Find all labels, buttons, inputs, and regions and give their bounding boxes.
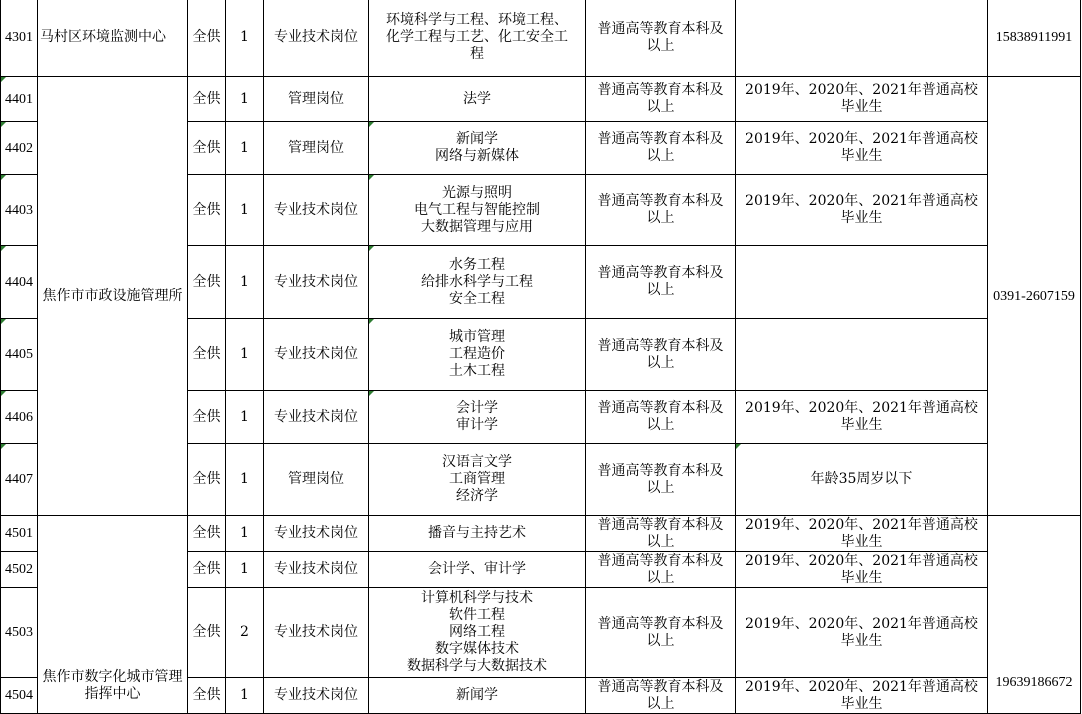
education-line: 普通高等教育本科及 bbox=[597, 265, 724, 281]
majors bbox=[369, 588, 586, 678]
major-line: 给排水科学与工程 bbox=[421, 273, 533, 290]
education bbox=[586, 122, 736, 175]
other-requirements bbox=[736, 391, 988, 444]
major-line: 环境科学与工程、环境工程、 bbox=[386, 12, 568, 28]
contact-phone: 15838911991 bbox=[988, 0, 1081, 77]
funding-type: 全供 bbox=[188, 552, 226, 588]
hire-count: 1 bbox=[226, 319, 264, 391]
position-code: 4301 bbox=[1, 0, 38, 77]
major-line: 网络与新媒体 bbox=[435, 148, 519, 164]
requirement-line: 2019年、2020年、2021年普通高校 bbox=[745, 131, 978, 147]
hire-count: 1 bbox=[226, 246, 264, 319]
requirement-line: 2019年、2020年、2021年普通高校 bbox=[745, 678, 978, 695]
education-line: 以上 bbox=[646, 695, 675, 712]
education bbox=[586, 678, 736, 714]
education-line: 以上 bbox=[646, 37, 675, 54]
education-line: 普通高等教育本科及 bbox=[597, 516, 724, 533]
hire-count: 1 bbox=[226, 122, 264, 175]
majors bbox=[369, 391, 586, 444]
other-requirements bbox=[736, 516, 988, 552]
majors bbox=[369, 516, 586, 552]
other-requirements bbox=[736, 77, 988, 122]
education-line: 普通高等教育本科及 bbox=[597, 337, 724, 354]
position-code: 4504 bbox=[1, 678, 38, 714]
major-line: 程 bbox=[470, 46, 484, 62]
major-line: 新闻学 bbox=[456, 687, 498, 703]
position-code: 4407 bbox=[1, 444, 38, 516]
education-line: 普通高等教育本科及 bbox=[597, 678, 724, 695]
major-line: 化学工程与工艺、化工安全工 bbox=[386, 29, 568, 45]
table-row bbox=[1, 77, 1081, 122]
education bbox=[586, 516, 736, 552]
hire-count: 1 bbox=[226, 391, 264, 444]
requirement-line: 2019年、2020年、2021年普通高校 bbox=[745, 615, 978, 632]
requirement-line: 毕业生 bbox=[840, 533, 883, 550]
education-line: 普通高等教育本科及 bbox=[597, 400, 724, 416]
major-line: 光源与照明 bbox=[442, 184, 512, 201]
unit-name: 马村区环境监测中心 bbox=[38, 0, 188, 77]
requirement-line: 2019年、2020年、2021年普通高校 bbox=[745, 516, 978, 533]
major-line: 电气工程与智能控制 bbox=[414, 201, 540, 218]
post-type: 专业技术岗位 bbox=[264, 391, 369, 444]
funding-type: 全供 bbox=[188, 391, 226, 444]
post-type: 专业技术岗位 bbox=[264, 678, 369, 714]
majors bbox=[369, 552, 586, 588]
funding-type: 全供 bbox=[188, 77, 226, 122]
position-code: 4501 bbox=[1, 516, 38, 552]
major-line: 法学 bbox=[463, 90, 491, 107]
major-line: 审计学 bbox=[456, 417, 498, 433]
major-line: 播音与主持艺术 bbox=[428, 525, 526, 541]
education-line: 以上 bbox=[646, 479, 675, 496]
position-code: 4405 bbox=[1, 319, 38, 391]
major-line: 城市管理 bbox=[449, 329, 505, 345]
post-type: 专业技术岗位 bbox=[264, 175, 369, 246]
major-line: 会计学 bbox=[456, 400, 498, 416]
majors bbox=[369, 0, 586, 77]
requirement-line: 2019年、2020年、2021年普通高校 bbox=[745, 82, 978, 98]
major-line: 汉语言文学 bbox=[442, 454, 512, 470]
other-requirements bbox=[736, 552, 988, 588]
table-row bbox=[1, 516, 1081, 552]
other-requirements bbox=[736, 678, 988, 714]
major-line: 工商管理 bbox=[449, 471, 505, 487]
post-type: 专业技术岗位 bbox=[264, 588, 369, 678]
post-type: 专业技术岗位 bbox=[264, 516, 369, 552]
major-line: 数字媒体技术 bbox=[435, 641, 519, 657]
funding-type: 全供 bbox=[188, 0, 226, 77]
position-code: 4402 bbox=[1, 122, 38, 175]
education bbox=[586, 77, 736, 122]
majors bbox=[369, 77, 586, 122]
education bbox=[586, 0, 736, 77]
education-line: 以上 bbox=[646, 282, 675, 298]
other-requirements bbox=[736, 444, 988, 516]
other-requirements bbox=[736, 319, 988, 391]
requirement-line: 毕业生 bbox=[840, 210, 883, 226]
education bbox=[586, 319, 736, 391]
position-code: 4406 bbox=[1, 391, 38, 444]
post-type: 管理岗位 bbox=[264, 122, 369, 175]
education-line: 以上 bbox=[646, 99, 675, 115]
hire-count: 1 bbox=[226, 0, 264, 77]
position-code: 4503 bbox=[1, 588, 38, 678]
education-line: 普通高等教育本科及 bbox=[597, 20, 724, 37]
major-line: 会计学、审计学 bbox=[428, 561, 526, 577]
education-line: 以上 bbox=[646, 632, 675, 649]
education-line: 以上 bbox=[646, 533, 675, 550]
position-code: 4401 bbox=[1, 77, 38, 122]
hire-count: 1 bbox=[226, 552, 264, 588]
post-type: 管理岗位 bbox=[264, 77, 369, 122]
majors bbox=[369, 319, 586, 391]
major-line: 数据科学与大数据技术 bbox=[407, 658, 547, 674]
funding-type: 全供 bbox=[188, 678, 226, 714]
post-type: 专业技术岗位 bbox=[264, 552, 369, 588]
other-requirements bbox=[736, 588, 988, 678]
requirement-line: 年龄35周岁以下 bbox=[810, 471, 913, 487]
hire-count: 1 bbox=[226, 516, 264, 552]
majors bbox=[369, 246, 586, 319]
education-line: 普通高等教育本科及 bbox=[597, 193, 724, 209]
funding-type: 全供 bbox=[188, 175, 226, 246]
requirement-line: 毕业生 bbox=[840, 99, 883, 115]
education-line: 以上 bbox=[646, 417, 675, 433]
education bbox=[586, 444, 736, 516]
major-line: 水务工程 bbox=[449, 256, 505, 273]
requirement-line: 2019年、2020年、2021年普通高校 bbox=[745, 552, 978, 569]
requirement-line: 毕业生 bbox=[840, 632, 883, 649]
education bbox=[586, 391, 736, 444]
education-line: 普通高等教育本科及 bbox=[597, 552, 724, 569]
majors bbox=[369, 175, 586, 246]
major-line: 新闻学 bbox=[456, 131, 498, 147]
position-code: 4502 bbox=[1, 552, 38, 588]
post-type: 专业技术岗位 bbox=[264, 246, 369, 319]
majors bbox=[369, 444, 586, 516]
major-line: 工程造价 bbox=[449, 346, 505, 362]
education-line: 普通高等教育本科及 bbox=[597, 462, 724, 479]
hire-count: 1 bbox=[226, 77, 264, 122]
other-requirements bbox=[736, 246, 988, 319]
major-line: 安全工程 bbox=[449, 290, 505, 307]
major-line: 网络工程 bbox=[449, 624, 505, 640]
contact-phone: 19639186672 bbox=[988, 516, 1081, 714]
education bbox=[586, 246, 736, 319]
majors bbox=[369, 678, 586, 714]
position-code: 4404 bbox=[1, 246, 38, 319]
requirement-line: 2019年、2020年、2021年普通高校 bbox=[745, 400, 978, 416]
funding-type: 全供 bbox=[188, 319, 226, 391]
hire-count: 1 bbox=[226, 175, 264, 246]
table-row bbox=[1, 0, 1081, 77]
post-type: 管理岗位 bbox=[264, 444, 369, 516]
major-line: 土木工程 bbox=[449, 363, 505, 379]
major-line: 软件工程 bbox=[449, 607, 505, 623]
funding-type: 全供 bbox=[188, 122, 226, 175]
unit-name: 焦作市市政设施管理所 bbox=[38, 77, 188, 516]
post-type: 专业技术岗位 bbox=[264, 319, 369, 391]
education bbox=[586, 552, 736, 588]
education-line: 以上 bbox=[646, 569, 675, 586]
hire-count: 1 bbox=[226, 444, 264, 516]
education bbox=[586, 588, 736, 678]
education-line: 普通高等教育本科及 bbox=[597, 615, 724, 632]
funding-type: 全供 bbox=[188, 588, 226, 678]
other-requirements bbox=[736, 122, 988, 175]
funding-type: 全供 bbox=[188, 444, 226, 516]
major-line: 经济学 bbox=[456, 488, 498, 504]
funding-type: 全供 bbox=[188, 246, 226, 319]
education bbox=[586, 175, 736, 246]
requirement-line: 2019年、2020年、2021年普通高校 bbox=[745, 193, 978, 209]
hire-count: 1 bbox=[226, 678, 264, 714]
post-type: 专业技术岗位 bbox=[264, 0, 369, 77]
contact-phone: 0391-2607159 bbox=[988, 77, 1081, 516]
requirement-line: 毕业生 bbox=[840, 417, 883, 433]
major-line: 大数据管理与应用 bbox=[421, 218, 533, 235]
major-line: 计算机科学与技术 bbox=[421, 590, 533, 606]
unit-name: 焦作市数字化城市管理指挥中心 bbox=[38, 516, 188, 714]
education-line: 普通高等教育本科及 bbox=[597, 131, 724, 147]
other-requirements bbox=[736, 0, 988, 77]
requirement-line: 毕业生 bbox=[840, 148, 883, 164]
education-line: 以上 bbox=[646, 210, 675, 226]
education-line: 以上 bbox=[646, 148, 675, 164]
majors bbox=[369, 122, 586, 175]
education-line: 普通高等教育本科及 bbox=[597, 82, 724, 98]
other-requirements bbox=[736, 175, 988, 246]
education-line: 以上 bbox=[646, 354, 675, 371]
requirement-line: 毕业生 bbox=[840, 569, 883, 586]
funding-type: 全供 bbox=[188, 516, 226, 552]
hire-count: 2 bbox=[226, 588, 264, 678]
position-code: 4403 bbox=[1, 175, 38, 246]
requirement-line: 毕业生 bbox=[840, 695, 883, 712]
